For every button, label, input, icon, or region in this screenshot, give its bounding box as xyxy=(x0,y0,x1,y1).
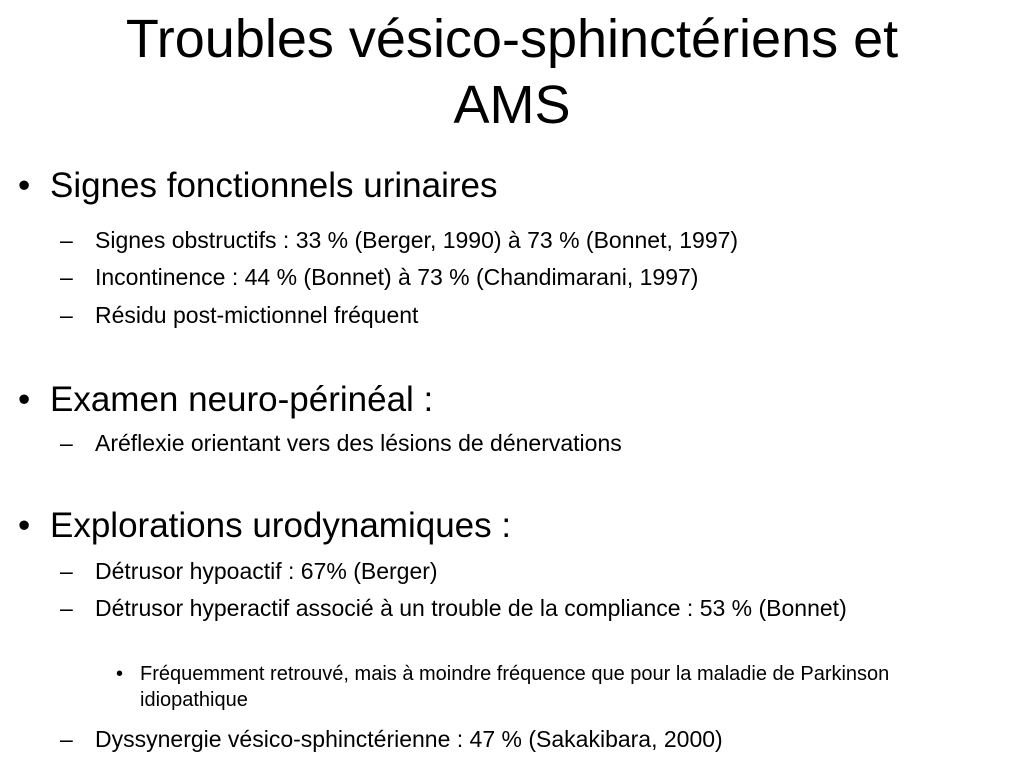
bullet-icon: • xyxy=(18,166,31,205)
dash-icon: – xyxy=(60,726,73,752)
section-heading-text: Examen neuro-périnéal : xyxy=(50,380,434,419)
section-heading-text: Signes fonctionnels urinaires xyxy=(50,166,498,205)
dash-icon: – xyxy=(60,430,73,456)
slide-title-line-1: Troubles vésico-sphinctériens et xyxy=(125,9,899,69)
list-item-text: Signes obstructifs : 33 % (Berger, 1990) à 73 % (Bonnet, 1997) xyxy=(95,227,739,253)
section-heading-text: Explorations urodynamiques : xyxy=(50,506,512,545)
dash-icon: – xyxy=(60,264,73,290)
dash-icon: – xyxy=(60,227,73,253)
list-item-text: Résidu post-mictionnel fréquent xyxy=(95,302,419,328)
dash-icon: – xyxy=(60,302,73,328)
list-item xyxy=(60,225,960,255)
sub-list-item-text: Fréquemment retrouvé, mais à moindre fréquence que pour la maladie de Parkinson idiopathique xyxy=(140,663,890,711)
list-item xyxy=(60,428,960,458)
list-item-text: Dyssynergie vésico-sphinctérienne : 47 % (Sakakibara, 2000) xyxy=(95,726,723,752)
list-item xyxy=(60,724,960,754)
list-item xyxy=(60,262,960,292)
list-item-text: Détrusor hypoactif : 67% (Berger) xyxy=(95,558,438,584)
slide-title-line-2: AMS xyxy=(453,75,571,135)
sub-list-item xyxy=(116,661,996,713)
bullet-icon: • xyxy=(18,506,31,545)
list-item-text: Aréflexie orientant vers des lésions de dénervations xyxy=(95,430,622,456)
bullet-icon: • xyxy=(116,663,124,685)
list-item xyxy=(60,593,960,623)
dash-icon: – xyxy=(60,558,73,584)
dash-icon: – xyxy=(60,595,73,621)
list-item-text: Détrusor hyperactif associé à un trouble de la compliance : 53 % (Bonnet) xyxy=(95,595,847,621)
list-item xyxy=(60,300,960,330)
list-item-text: Incontinence : 44 % (Bonnet) à 73 % (Chandimarani, 1997) xyxy=(95,264,699,290)
list-item xyxy=(60,556,960,586)
bullet-icon: • xyxy=(18,380,31,419)
